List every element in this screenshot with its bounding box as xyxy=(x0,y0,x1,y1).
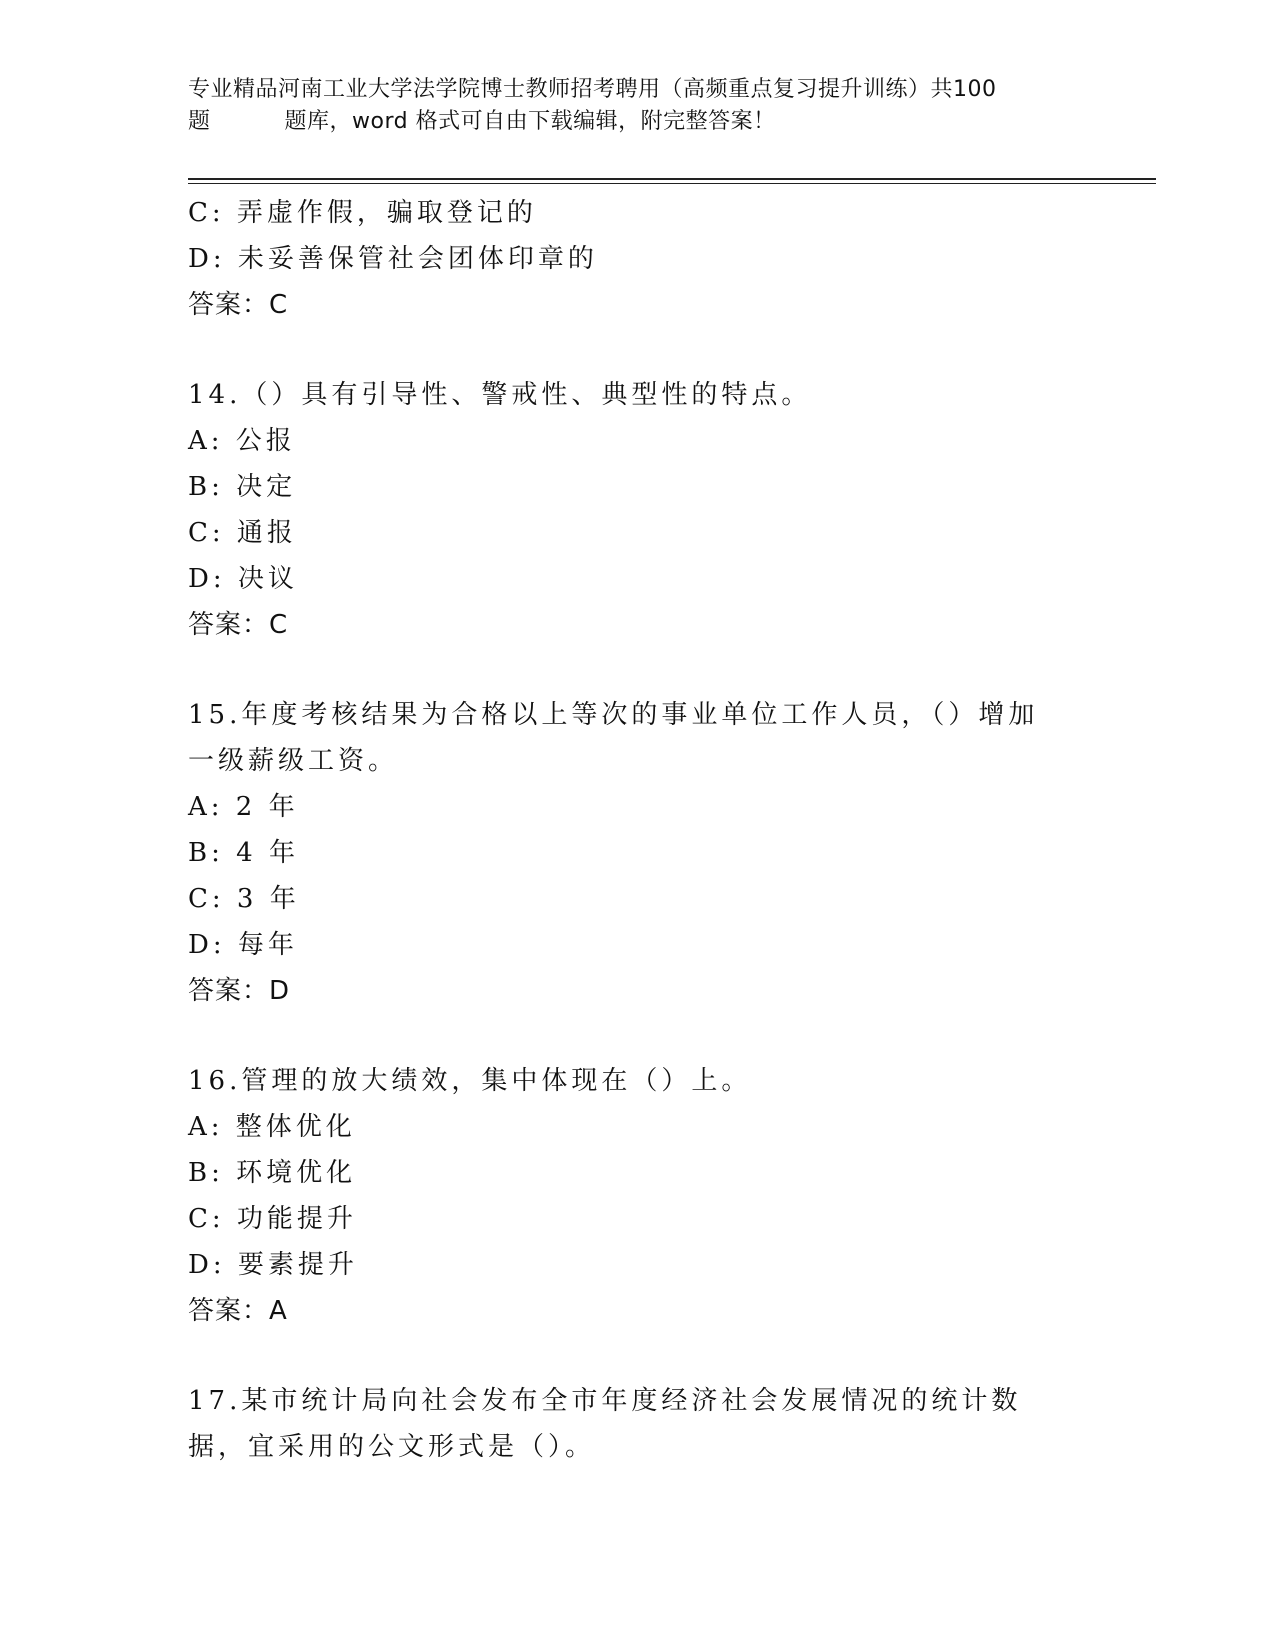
option-d: D: 要素提升 xyxy=(188,1250,358,1280)
question-stem: 15.年度考核结果为合格以上等次的事业单位工作人员，（）增加一级薪级工资。 xyxy=(188,700,1039,776)
header-line-2a: 题 xyxy=(188,109,211,134)
answer: 答案：D xyxy=(188,976,291,1006)
answer: 答案：A xyxy=(188,1296,288,1326)
question-content xyxy=(188,190,1088,1470)
header-line-2b: 题库，word 格式可自由下载编辑，附完整答案！ xyxy=(284,109,776,134)
question-16 xyxy=(188,1058,1088,1334)
option-d: D: 未妥善保管社会团体印章的 xyxy=(188,244,598,274)
header-divider-thick xyxy=(188,178,1156,180)
option-c: C: 功能提升 xyxy=(188,1204,357,1234)
option-a: A: 2 年 xyxy=(188,792,299,822)
question-stem: 14.（）具有引导性、警戒性、典型性的特点。 xyxy=(188,380,812,410)
document-header xyxy=(188,74,1088,138)
answer: 答案：C xyxy=(188,290,289,320)
header-line-1: 专业精品河南工业大学法学院博士教师招考聘用（高频重点复习提升训练）共100 xyxy=(188,77,997,102)
option-c: C: 弄虚作假，骗取登记的 xyxy=(188,198,537,228)
question-17 xyxy=(188,1378,1088,1470)
option-d: D: 决议 xyxy=(188,564,298,594)
header-divider-thin xyxy=(188,183,1156,184)
option-b: B: 4 年 xyxy=(188,838,299,868)
option-d: D: 每年 xyxy=(188,930,298,960)
option-a: A: 公报 xyxy=(188,426,296,456)
question-14 xyxy=(188,372,1088,648)
question-15 xyxy=(188,692,1088,1014)
option-b: B: 环境优化 xyxy=(188,1158,357,1188)
option-c: C: 通报 xyxy=(188,518,297,548)
option-a: A: 整体优化 xyxy=(188,1112,356,1142)
answer: 答案：C xyxy=(188,610,289,640)
option-c: C: 3 年 xyxy=(188,884,300,914)
question-stem: 17.某市统计局向社会发布全市年度经济社会发展情况的统计数据，宜采用的公文形式是（）。 xyxy=(188,1386,1022,1462)
question-13-tail xyxy=(188,190,1088,328)
option-b: B: 决定 xyxy=(188,472,297,502)
header-line-2 xyxy=(188,106,1088,138)
question-stem: 16.管理的放大绩效，集中体现在（）上。 xyxy=(188,1066,752,1096)
